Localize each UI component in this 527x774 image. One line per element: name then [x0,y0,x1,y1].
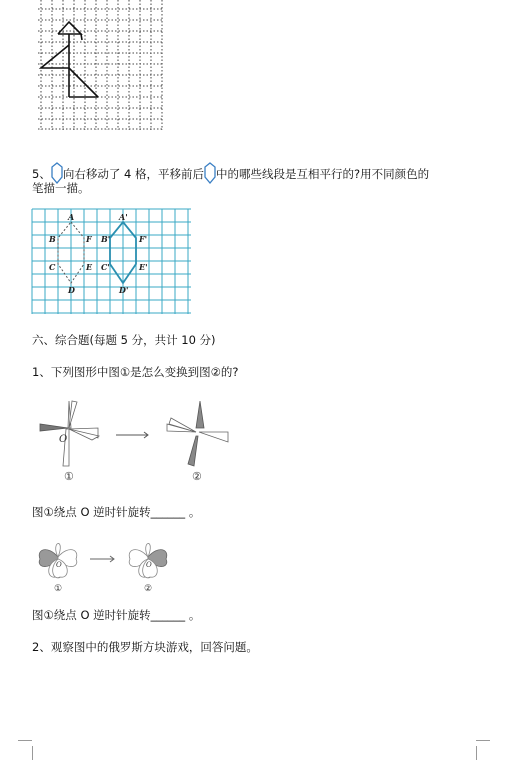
fig1-center-label: O [59,434,68,445]
hexagon-shape-icon [204,162,216,184]
label-A: A [68,212,75,222]
label-D: D [68,285,75,295]
q5-line1 [32,162,429,184]
clover1-center-label: O [56,561,62,569]
page-corner-mark [476,740,490,741]
q5-line2: 笔描一描。 [32,181,90,195]
page-corner-mark [476,746,491,760]
label-F-prime: F' [139,234,148,244]
label-C-prime: C' [101,262,110,272]
translation-grid-figure [31,208,193,316]
pinwheel-fig2 [167,401,228,483]
clover-fig1 [39,543,77,594]
label-E: E [86,262,93,272]
q6-1-answer2: 图①绕点 O 逆时针旋转______ 。 [32,608,201,622]
clover-fig2 [129,543,167,594]
q5-text-a: 向右移动了 4 格，平移前后 [62,167,204,181]
pinwheel-fig1 [40,401,99,483]
q5-number: 5、 [32,167,51,181]
pinwheel-rotation-figure [36,400,236,486]
q6-1-answer1: 图①绕点 O 逆时针旋转______ 。 [32,505,201,519]
page-corner-mark [18,746,33,760]
label-C: C [49,262,56,272]
arrow-right-icon [116,432,148,438]
fig1-number-label: ① [64,470,74,483]
arrow-right-icon [90,556,114,562]
label-D-prime: D' [119,285,129,295]
clover2-number-label: ② [144,584,153,594]
q6-2-question: 2、观察图中的俄罗斯方块游戏，回答问题。 [32,640,258,654]
label-E-prime: E' [139,262,148,272]
q6-1-question: 1、下列图形中图①是怎么变换到图②的? [32,365,239,379]
label-B: B [49,234,56,244]
label-B-prime: B' [101,234,111,244]
clover1-number-label: ① [54,584,63,594]
label-A-prime: A' [119,212,128,222]
page-corner-mark [18,740,32,741]
fig2-number-label: ② [192,470,202,483]
tree-grid-figure [38,0,166,132]
label-F: F [86,234,92,244]
section6-title: 六、综合题(每题 5 分，共计 10 分) [32,333,216,347]
clover2-center-label: O [146,561,152,569]
q5-text-b: 中的哪些线段是互相平行的?用不同颜色的 [215,167,430,181]
clover-rotation-figure [34,535,174,595]
